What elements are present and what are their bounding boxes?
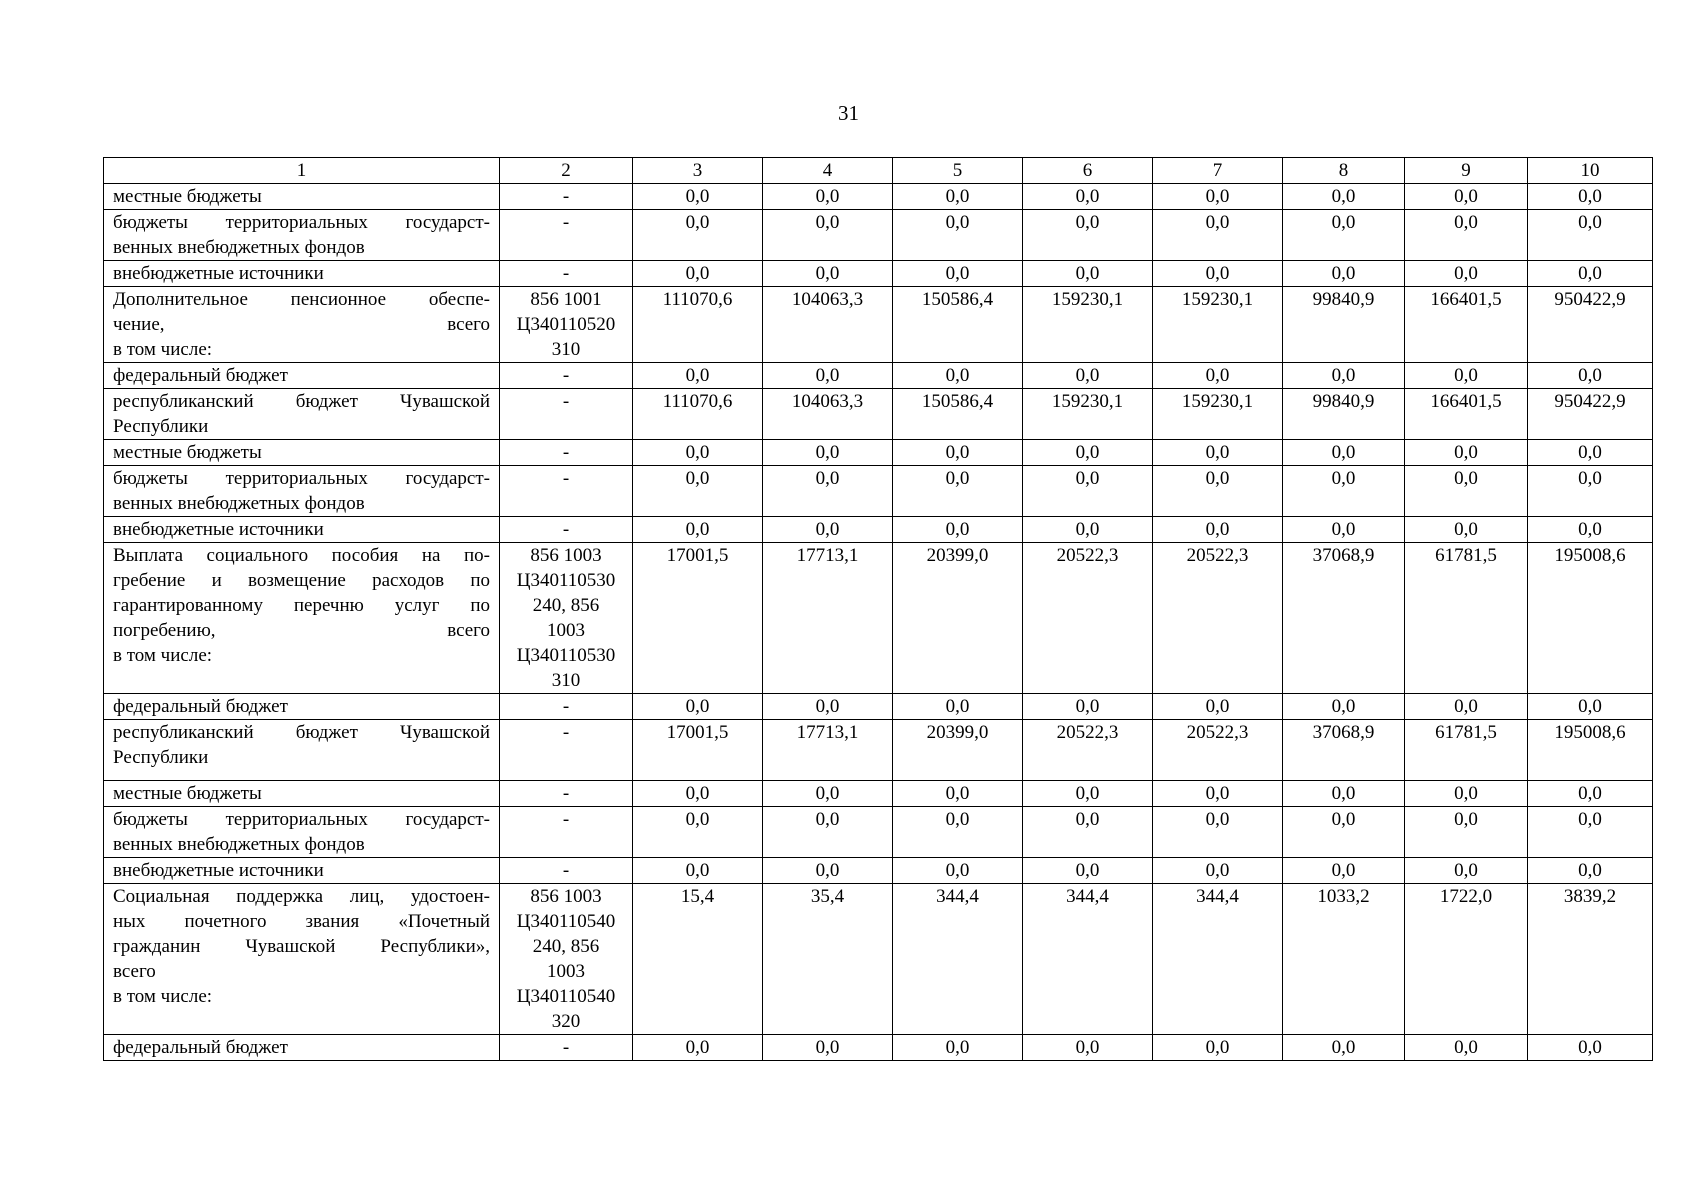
row-name-line: Дополнительное пенсионное обеспе- <box>113 289 490 310</box>
value-cell: 0,0 <box>1153 781 1283 807</box>
value-cell: 0,0 <box>763 210 893 261</box>
column-header: 1 <box>104 158 500 184</box>
value-cell: 0,0 <box>893 466 1023 517</box>
table-row <box>104 694 1653 720</box>
budget-code-cell <box>500 1035 633 1061</box>
row-name-line: Выплата социального пособия на по- <box>113 545 490 566</box>
budget-code-line: Ц340110520 <box>516 314 616 335</box>
value-cell: 344,4 <box>1023 884 1153 1035</box>
value-cell: 0,0 <box>633 466 763 517</box>
row-name-line: внебюджетные источники <box>113 519 324 540</box>
value-cell: 0,0 <box>633 1035 763 1061</box>
row-name-line: всего <box>113 961 156 982</box>
value-cell: 0,0 <box>1023 184 1153 210</box>
value-cell: 0,0 <box>763 363 893 389</box>
value-cell: 0,0 <box>893 261 1023 287</box>
table-row <box>104 517 1653 543</box>
value-cell: 0,0 <box>893 363 1023 389</box>
value-cell: 0,0 <box>1405 210 1528 261</box>
row-name-line: местные бюджеты <box>113 442 262 463</box>
value-cell: 0,0 <box>1283 184 1405 210</box>
budget-code-line: - <box>562 783 570 804</box>
value-cell: 104063,3 <box>763 287 893 363</box>
budget-code-line: 240, 856 <box>532 595 600 616</box>
table-row <box>104 466 1653 517</box>
value-cell: 0,0 <box>893 210 1023 261</box>
value-cell: 0,0 <box>1528 694 1653 720</box>
value-cell: 0,0 <box>1283 807 1405 858</box>
row-name-cell <box>104 884 500 1035</box>
budget-code-line: 856 1003 <box>530 545 602 566</box>
budget-code-line: 856 1003 <box>530 886 602 907</box>
column-header: 2 <box>500 158 633 184</box>
value-cell: 0,0 <box>1023 807 1153 858</box>
budget-code-line: - <box>562 809 570 830</box>
row-name-line: федеральный бюджет <box>113 365 288 386</box>
budget-code-cell <box>500 389 633 440</box>
table-row <box>104 1035 1653 1061</box>
row-name-cell <box>104 858 500 884</box>
row-name-line: венных внебюджетных фондов <box>113 493 365 514</box>
budget-code-line: - <box>562 860 570 881</box>
value-cell: 20399,0 <box>893 543 1023 694</box>
value-cell: 0,0 <box>1153 440 1283 466</box>
value-cell: 0,0 <box>1405 363 1528 389</box>
budget-code-cell <box>500 543 633 694</box>
value-cell: 0,0 <box>1023 858 1153 884</box>
value-cell: 159230,1 <box>1023 389 1153 440</box>
budget-code-line: 310 <box>551 670 581 691</box>
row-name-line: Республики <box>113 747 209 768</box>
budget-table-body <box>104 184 1653 1061</box>
value-cell: 0,0 <box>1153 807 1283 858</box>
row-name-cell <box>104 184 500 210</box>
row-name-line: венных внебюджетных фондов <box>113 834 365 855</box>
value-cell: 0,0 <box>1023 517 1153 543</box>
budget-code-line: 240, 856 <box>532 936 600 957</box>
value-cell: 0,0 <box>893 517 1023 543</box>
budget-code-cell <box>500 287 633 363</box>
budget-code-line: - <box>562 263 570 284</box>
value-cell: 166401,5 <box>1405 389 1528 440</box>
value-cell: 166401,5 <box>1405 287 1528 363</box>
budget-code-line: - <box>562 1037 570 1058</box>
budget-code-line: Ц340110530 <box>516 570 616 591</box>
value-cell: 0,0 <box>1023 781 1153 807</box>
row-name-line: ных почетного звания «Почетный <box>113 911 490 932</box>
budget-code-cell <box>500 781 633 807</box>
value-cell: 17001,5 <box>633 543 763 694</box>
value-cell: 20522,3 <box>1153 720 1283 781</box>
row-name-cell <box>104 720 500 781</box>
value-cell: 159230,1 <box>1153 389 1283 440</box>
value-cell: 0,0 <box>633 694 763 720</box>
row-name-cell <box>104 694 500 720</box>
row-name-line: местные бюджеты <box>113 186 262 207</box>
value-cell: 0,0 <box>1283 210 1405 261</box>
table-row <box>104 884 1653 1035</box>
budget-code-line: - <box>562 186 570 207</box>
value-cell: 99840,9 <box>1283 287 1405 363</box>
budget-code-line: Ц340110540 <box>516 911 616 932</box>
budget-code-line: Ц340110540 <box>516 986 616 1007</box>
value-cell: 0,0 <box>763 1035 893 1061</box>
column-header: 5 <box>893 158 1023 184</box>
value-cell: 0,0 <box>1528 781 1653 807</box>
value-cell: 0,0 <box>893 184 1023 210</box>
row-name-line: чение, всего <box>113 314 490 335</box>
table-row <box>104 440 1653 466</box>
row-name-cell <box>104 363 500 389</box>
value-cell: 0,0 <box>763 440 893 466</box>
budget-code-line: Ц340110530 <box>516 645 616 666</box>
value-cell: 195008,6 <box>1528 720 1653 781</box>
table-row <box>104 543 1653 694</box>
value-cell: 0,0 <box>1153 184 1283 210</box>
value-cell: 950422,9 <box>1528 287 1653 363</box>
budget-code-cell <box>500 720 633 781</box>
row-name-cell <box>104 781 500 807</box>
value-cell: 0,0 <box>1283 363 1405 389</box>
value-cell: 0,0 <box>763 694 893 720</box>
value-cell: 0,0 <box>633 781 763 807</box>
value-cell: 0,0 <box>1153 1035 1283 1061</box>
value-cell: 0,0 <box>893 694 1023 720</box>
row-name-line: местные бюджеты <box>113 783 262 804</box>
value-cell: 344,4 <box>1153 884 1283 1035</box>
value-cell: 0,0 <box>893 440 1023 466</box>
value-cell: 0,0 <box>893 1035 1023 1061</box>
value-cell: 0,0 <box>1023 363 1153 389</box>
value-cell: 0,0 <box>1153 210 1283 261</box>
budget-code-line: - <box>562 468 570 489</box>
value-cell: 150586,4 <box>893 287 1023 363</box>
value-cell: 0,0 <box>763 807 893 858</box>
budget-code-cell <box>500 184 633 210</box>
value-cell: 0,0 <box>893 781 1023 807</box>
table-row <box>104 720 1653 781</box>
value-cell: 0,0 <box>1405 781 1528 807</box>
value-cell: 159230,1 <box>1153 287 1283 363</box>
value-cell: 99840,9 <box>1283 389 1405 440</box>
value-cell: 0,0 <box>763 184 893 210</box>
row-name-cell <box>104 287 500 363</box>
value-cell: 0,0 <box>1528 261 1653 287</box>
budget-code-line: 310 <box>551 339 581 360</box>
value-cell: 0,0 <box>1153 363 1283 389</box>
value-cell: 0,0 <box>1283 261 1405 287</box>
row-name-cell <box>104 440 500 466</box>
column-header: 3 <box>633 158 763 184</box>
table-row <box>104 807 1653 858</box>
value-cell: 0,0 <box>1405 184 1528 210</box>
value-cell: 950422,9 <box>1528 389 1653 440</box>
value-cell: 20522,3 <box>1023 720 1153 781</box>
value-cell: 37068,9 <box>1283 543 1405 694</box>
value-cell: 0,0 <box>1528 184 1653 210</box>
value-cell: 0,0 <box>1528 440 1653 466</box>
row-name-line: Республики <box>113 416 209 437</box>
value-cell: 20522,3 <box>1023 543 1153 694</box>
budget-code-line: 856 1001 <box>530 289 602 310</box>
budget-code-line: - <box>562 391 570 412</box>
table-row <box>104 363 1653 389</box>
value-cell: 0,0 <box>1283 517 1405 543</box>
value-cell: 111070,6 <box>633 287 763 363</box>
value-cell: 0,0 <box>893 858 1023 884</box>
value-cell: 0,0 <box>1153 858 1283 884</box>
row-name-cell <box>104 466 500 517</box>
table-row <box>104 184 1653 210</box>
row-name-cell <box>104 261 500 287</box>
row-name-line: федеральный бюджет <box>113 1037 288 1058</box>
value-cell: 0,0 <box>1023 466 1153 517</box>
value-cell: 159230,1 <box>1023 287 1153 363</box>
row-name-line: внебюджетные источники <box>113 860 324 881</box>
value-cell: 0,0 <box>633 517 763 543</box>
value-cell: 195008,6 <box>1528 543 1653 694</box>
budget-code-cell <box>500 440 633 466</box>
row-name-line: в том числе: <box>113 645 213 666</box>
budget-table <box>103 157 1653 1061</box>
value-cell: 0,0 <box>763 781 893 807</box>
row-name-cell <box>104 389 500 440</box>
budget-code-cell <box>500 884 633 1035</box>
column-number-row <box>104 158 1653 184</box>
row-name-line: гарантированному перечню услуг по <box>113 595 490 616</box>
row-name-line: федеральный бюджет <box>113 696 288 717</box>
value-cell: 0,0 <box>633 184 763 210</box>
column-header: 9 <box>1405 158 1528 184</box>
value-cell: 0,0 <box>1283 1035 1405 1061</box>
value-cell: 0,0 <box>1283 440 1405 466</box>
value-cell: 0,0 <box>1528 466 1653 517</box>
value-cell: 0,0 <box>1528 517 1653 543</box>
row-name-line: в том числе: <box>113 986 213 1007</box>
budget-code-line: - <box>562 212 570 233</box>
value-cell: 0,0 <box>633 807 763 858</box>
value-cell: 344,4 <box>893 884 1023 1035</box>
value-cell: 37068,9 <box>1283 720 1405 781</box>
row-name-line: венных внебюджетных фондов <box>113 237 365 258</box>
row-name-line: Социальная поддержка лиц, удостоен- <box>113 886 490 907</box>
value-cell: 20522,3 <box>1153 543 1283 694</box>
budget-code-line: - <box>562 442 570 463</box>
budget-code-line: - <box>562 722 570 743</box>
value-cell: 0,0 <box>1405 466 1528 517</box>
value-cell: 150586,4 <box>893 389 1023 440</box>
value-cell: 0,0 <box>633 210 763 261</box>
budget-code-cell <box>500 694 633 720</box>
row-name-cell <box>104 1035 500 1061</box>
column-header: 10 <box>1528 158 1653 184</box>
value-cell: 0,0 <box>1405 261 1528 287</box>
value-cell: 0,0 <box>1405 858 1528 884</box>
budget-code-line: - <box>562 696 570 717</box>
value-cell: 0,0 <box>763 858 893 884</box>
budget-code-cell <box>500 858 633 884</box>
row-name-cell <box>104 210 500 261</box>
value-cell: 104063,3 <box>763 389 893 440</box>
value-cell: 0,0 <box>1528 1035 1653 1061</box>
budget-code-line: - <box>562 519 570 540</box>
value-cell: 20399,0 <box>893 720 1023 781</box>
row-name-line: погребению, всего <box>113 620 490 641</box>
row-name-line: бюджеты территориальных государст- <box>113 809 490 830</box>
value-cell: 0,0 <box>1528 363 1653 389</box>
budget-code-cell <box>500 363 633 389</box>
value-cell: 0,0 <box>1528 807 1653 858</box>
value-cell: 0,0 <box>763 517 893 543</box>
row-name-line: бюджеты территориальных государст- <box>113 468 490 489</box>
value-cell: 0,0 <box>1023 210 1153 261</box>
column-header: 4 <box>763 158 893 184</box>
row-name-cell <box>104 543 500 694</box>
value-cell: 0,0 <box>1405 694 1528 720</box>
page-number: 31 <box>838 101 859 125</box>
value-cell: 0,0 <box>1528 858 1653 884</box>
table-row <box>104 261 1653 287</box>
budget-code-cell <box>500 517 633 543</box>
value-cell: 0,0 <box>1283 781 1405 807</box>
table-row <box>104 858 1653 884</box>
value-cell: 0,0 <box>633 261 763 287</box>
value-cell: 1033,2 <box>1283 884 1405 1035</box>
value-cell: 0,0 <box>1023 440 1153 466</box>
row-name-line: гражданин Чувашской Республики», <box>113 936 490 957</box>
value-cell: 0,0 <box>633 440 763 466</box>
value-cell: 0,0 <box>633 363 763 389</box>
budget-code-cell <box>500 210 633 261</box>
value-cell: 0,0 <box>633 858 763 884</box>
row-name-line: республиканский бюджет Чувашской <box>113 391 490 412</box>
column-header: 7 <box>1153 158 1283 184</box>
value-cell: 0,0 <box>893 807 1023 858</box>
budget-code-cell <box>500 261 633 287</box>
value-cell: 0,0 <box>1153 517 1283 543</box>
value-cell: 0,0 <box>1405 440 1528 466</box>
table-row <box>104 287 1653 363</box>
value-cell: 61781,5 <box>1405 720 1528 781</box>
budget-code-line: 1003 <box>547 620 585 641</box>
value-cell: 111070,6 <box>633 389 763 440</box>
row-name-cell <box>104 807 500 858</box>
row-name-line: внебюджетные источники <box>113 263 324 284</box>
table-row <box>104 781 1653 807</box>
value-cell: 15,4 <box>633 884 763 1035</box>
value-cell: 17713,1 <box>763 720 893 781</box>
value-cell: 61781,5 <box>1405 543 1528 694</box>
value-cell: 0,0 <box>1283 466 1405 517</box>
value-cell: 0,0 <box>1405 807 1528 858</box>
column-header: 6 <box>1023 158 1153 184</box>
value-cell: 0,0 <box>763 466 893 517</box>
budget-code-cell <box>500 466 633 517</box>
row-name-cell <box>104 517 500 543</box>
value-cell: 17001,5 <box>633 720 763 781</box>
value-cell: 0,0 <box>1405 1035 1528 1061</box>
table-row <box>104 210 1653 261</box>
budget-code-cell <box>500 807 633 858</box>
row-name-line: в том числе: <box>113 339 213 360</box>
budget-code-line: - <box>562 365 570 386</box>
budget-code-line: 1003 <box>547 961 585 982</box>
column-header: 8 <box>1283 158 1405 184</box>
value-cell: 35,4 <box>763 884 893 1035</box>
value-cell: 0,0 <box>1153 466 1283 517</box>
row-name-line: гребение и возмещение расходов по <box>113 570 490 591</box>
row-name-line: бюджеты территориальных государст- <box>113 212 490 233</box>
value-cell: 1722,0 <box>1405 884 1528 1035</box>
value-cell: 17713,1 <box>763 543 893 694</box>
value-cell: 0,0 <box>1153 694 1283 720</box>
budget-code-line: 320 <box>551 1011 581 1032</box>
value-cell: 0,0 <box>1283 694 1405 720</box>
row-name-line: республиканский бюджет Чувашской <box>113 722 490 743</box>
value-cell: 0,0 <box>1023 694 1153 720</box>
value-cell: 0,0 <box>1405 517 1528 543</box>
table-row <box>104 389 1653 440</box>
value-cell: 0,0 <box>1023 261 1153 287</box>
value-cell: 0,0 <box>1153 261 1283 287</box>
value-cell: 0,0 <box>763 261 893 287</box>
value-cell: 0,0 <box>1528 210 1653 261</box>
value-cell: 0,0 <box>1283 858 1405 884</box>
value-cell: 3839,2 <box>1528 884 1653 1035</box>
value-cell: 0,0 <box>1023 1035 1153 1061</box>
